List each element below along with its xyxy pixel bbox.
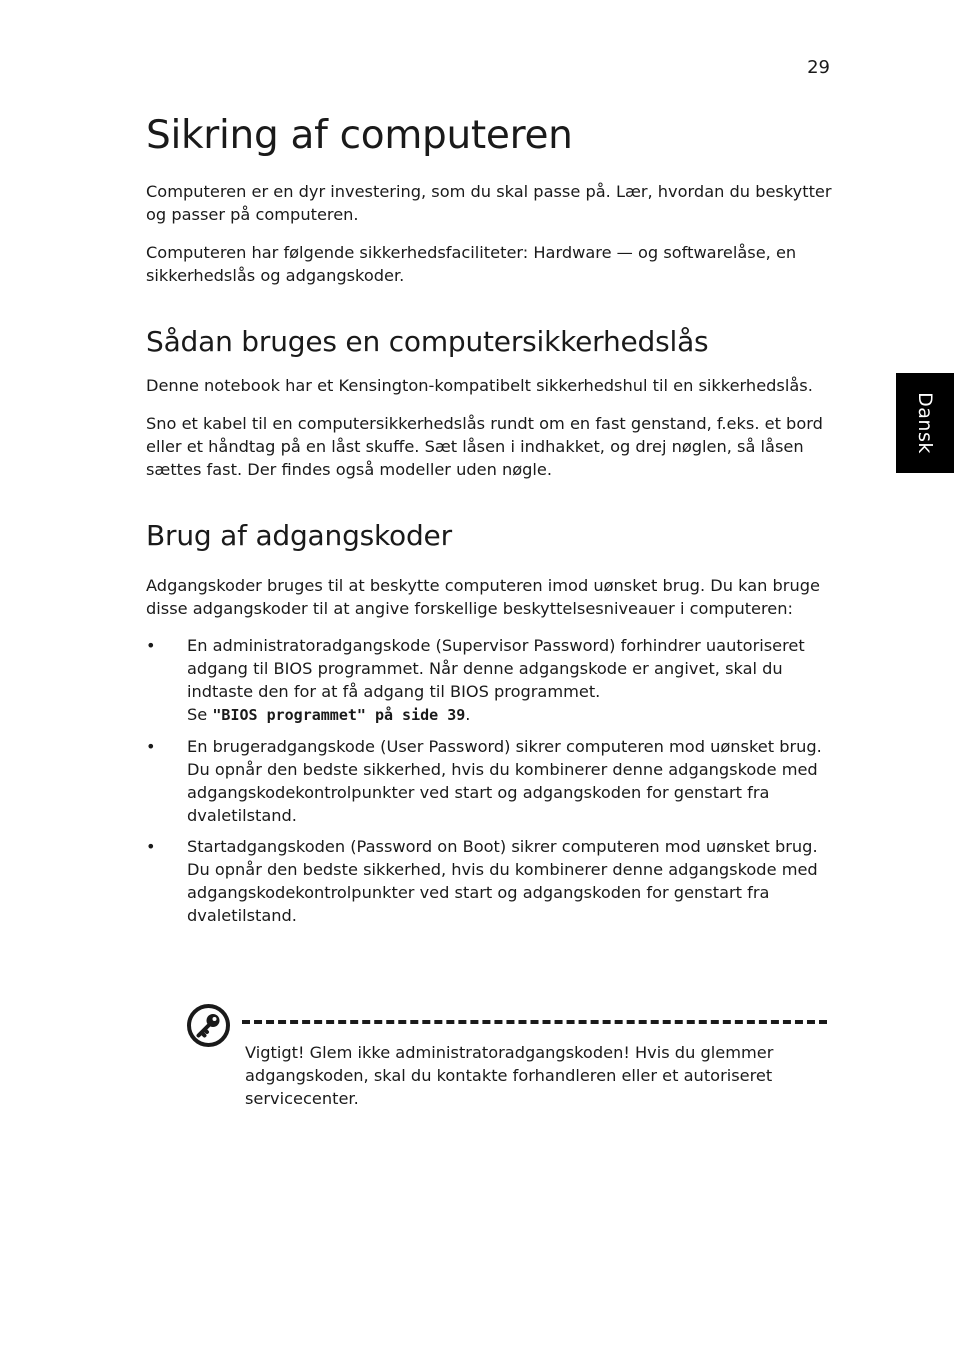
section-heading-passwords: Brug af adgangskoder	[146, 519, 452, 552]
bullet-icon: •	[146, 837, 156, 856]
section-heading-lock: Sådan bruges en computersikkerhedslås	[146, 325, 709, 358]
bullet-icon: •	[146, 737, 156, 756]
key-icon	[186, 1003, 231, 1048]
lock-paragraph-2: Sno et kabel til en computersikkerhedslås rundt om en fast genstand, f.eks. et bord eller et håndtag på en låst skuffe. Sæt låsen i indhakket, og drej nøglen, så låsen sættes fast. Der findes også modeller uden nøgle.	[146, 414, 823, 479]
note-divider	[242, 1020, 827, 1024]
page-content	[146, 110, 836, 935]
page-number: 29	[807, 57, 830, 78]
intro-paragraph-2: Computeren har følgende sikkerhedsfaciliteter: Hardware — og softwarelåse, en sikkerhedslås og adgangskoder.	[146, 243, 797, 285]
bios-cross-reference-link[interactable]: "BIOS programmet" på side 39	[212, 706, 466, 724]
note-text	[245, 1041, 830, 1110]
password-list	[146, 634, 836, 927]
intro-paragraph-1: Computeren er en dyr investering, som du skal passe på. Lær, hvordan du beskytter og passer på computeren.	[146, 182, 832, 224]
list-item	[146, 835, 836, 927]
lock-paragraph-1: Denne notebook har et Kensington-kompatibelt sikkerhedshul til en sikkerhedslås.	[146, 376, 813, 395]
note-label: Vigtigt!	[245, 1043, 305, 1062]
page-title: Sikring af computeren	[146, 113, 573, 158]
note-body: Glem ikke administratoradgangskoden! Hvis du glemmer adgangskoden, skal du kontakte forhandleren eller et autoriseret servicecenter.	[245, 1043, 774, 1108]
language-tab	[896, 373, 954, 473]
see-prefix: Se	[187, 705, 208, 724]
see-suffix: .	[465, 705, 471, 724]
list-item-text: Startadgangskoden (Password on Boot) sikrer computeren mod uønsket brug. Du opnår den bedste sikkerhed, hvis du kombinerer denne adgangskode med adgangskodekontrolpunkter ved start og adgangskoden for genstart fra dvaletilstand.	[187, 837, 818, 925]
list-item-text: En administratoradgangskode (Supervisor Password) forhindrer uautoriseret adgang til BIOS programmet. Når denne adgangskode er angivet, skal du indtaste den for at få adgang til BIOS programmet.	[187, 636, 805, 701]
bullet-icon: •	[146, 636, 156, 655]
list-item	[146, 735, 836, 827]
language-tab-label: Dansk	[914, 392, 936, 454]
passwords-intro: Adgangskoder bruges til at beskytte computeren imod uønsket brug. Du kan bruge disse adgangskoder til at angive forskellige beskyttelsesniveauer i computeren:	[146, 576, 820, 618]
list-item-text: En brugeradgangskode (User Password) sikrer computeren mod uønsket brug. Du opnår den bedste sikkerhed, hvis du kombinerer denne adgangskode med adgangskodekontrolpunkter ved start og adgangskoden for genstart fra dvaletilstand.	[187, 737, 822, 825]
list-item	[146, 634, 836, 727]
